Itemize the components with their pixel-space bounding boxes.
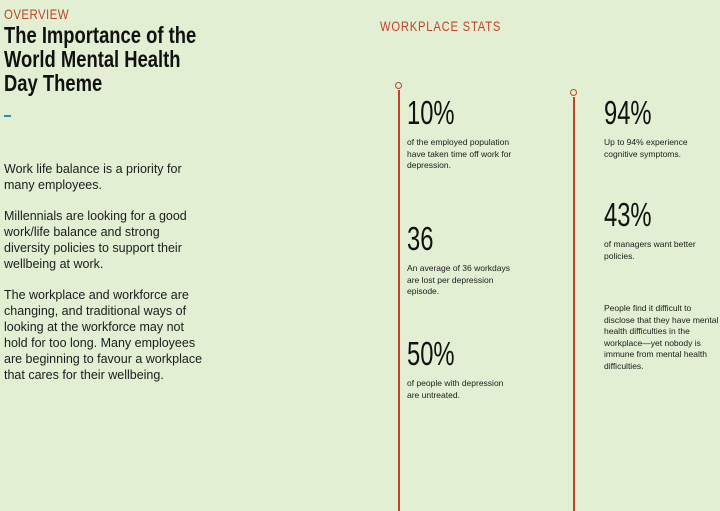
overview-body [4, 161, 204, 398]
accent-dash [4, 115, 11, 117]
stat-item [604, 198, 714, 262]
stat-number: 43% [604, 196, 652, 233]
timeline-dot-left [395, 82, 402, 89]
stat-item [604, 96, 714, 160]
stat-description: of managers want better policies. [604, 239, 696, 261]
workplace-stats-heading: WORKPLACE STATS [380, 18, 502, 34]
timeline-dot-right [570, 89, 577, 96]
stat-description: of the employed population have taken time off work for depression. [407, 137, 512, 170]
stat-item [407, 337, 517, 401]
stat-item [407, 96, 517, 172]
overview-paragraph-3: The workplace and workforce are changing, and traditional ways of looking at the workforce may not hold for too long. Many employees are beginning to favour a workplace that cares for their wellbeing. [4, 288, 203, 382]
page-title: The Importance of the World Mental Health Day Theme [4, 22, 197, 96]
overview-eyebrow: OVERVIEW [4, 6, 69, 22]
timeline-line-left [398, 90, 400, 511]
stat-note: People find it difficult to disclose that they have mental health difficulties in the workplace—yet nobody is immune from mental health difficulties. [604, 303, 719, 371]
stat-item [407, 222, 517, 298]
stat-number: 94% [604, 94, 652, 131]
stat-number: 36 [407, 220, 434, 257]
timeline-line-right [573, 97, 575, 511]
overview-paragraph-2: Millennials are looking for a good work/life balance and strong diversity policies to support their wellbeing at work. [4, 209, 187, 271]
stat-description: An average of 36 workdays are lost per depression episode. [407, 263, 511, 296]
stat-number: 50% [407, 335, 455, 372]
stat-number: 10% [407, 94, 455, 131]
stat-description: Up to 94% experience cognitive symptoms. [604, 137, 688, 159]
stat-description: of people with depression are untreated. [407, 378, 504, 400]
overview-paragraph-1: Work life balance is a priority for many employees. [4, 162, 182, 192]
